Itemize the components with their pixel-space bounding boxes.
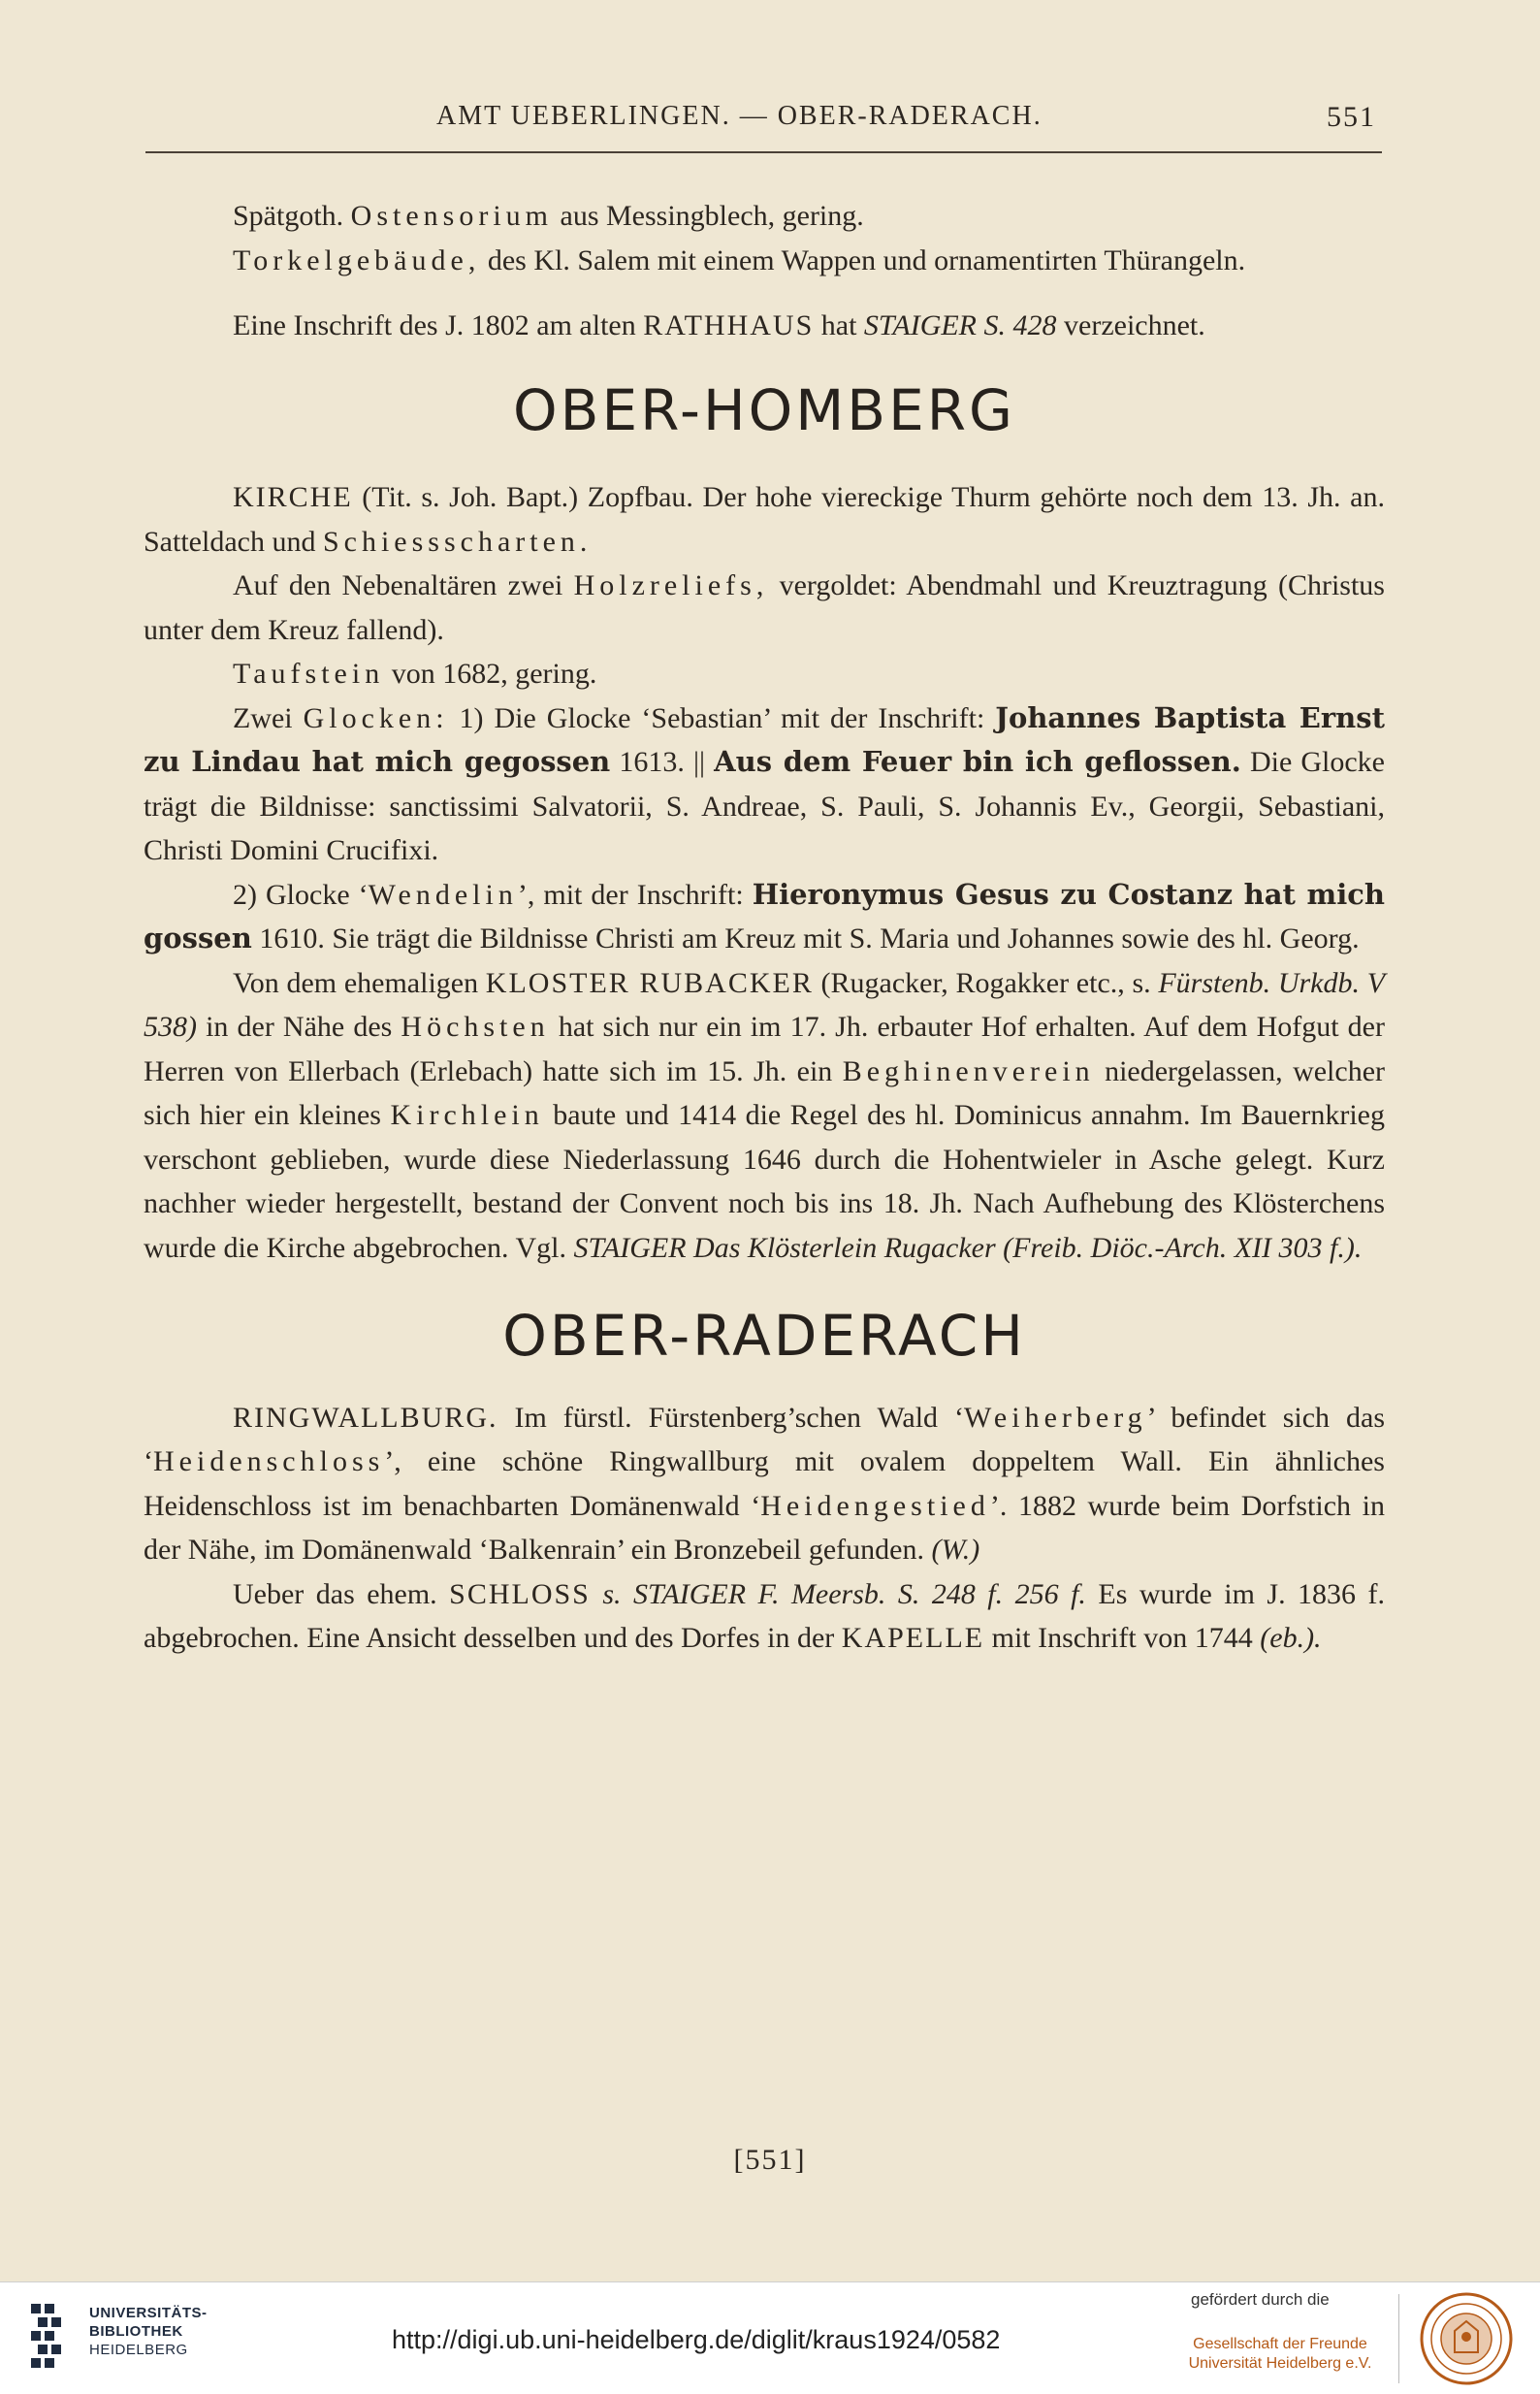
sponsor-name: Gesellschaft der Freunde Universität Heidelberg e.V. [1188,2336,1372,2372]
page-body [144,194,1385,1661]
paragraph-kloster-rubacker: Von dem ehemaligen KLOSTER RUBACKER (Rugacker, Rogakker etc., s. Fürstenb. Urkdb. V 538) in der Nähe des Höchsten hat sich nur ein im 17. Jh. erbauter Hof erhalten. Auf dem Hofgut der Herren von Ellerbach (Erlebach) hatte sich im 15. Jh. ein Beghinenverein niedergelassen, welcher sich hier ein kleines Kirchlein baute und 1414 die Regel des hl. Dominicus annahm. Im Bauernkrieg verschont geblieben, wurde diese Niederlassung 1646 durch die Hohentwieler in Asche gelegt. Kurz nachher wieder hergestellt, bestand der Convent noch bis ins 18. Jh. Nach Aufhebung des Klösterchens wurde die Kirche abgebrochen. Vgl. STAIGER Das Klösterlein Rugacker (Freib. Diöc.-Arch. XII 303 f.). [144,966,1386,1264]
university-library-name: UNIVERSITÄTS- BIBLIOTHEK HEIDELBERG [89,2305,208,2358]
page-number: 551 [1327,101,1376,133]
heading-ober-homberg: OBER-HOMBERG [513,376,1015,443]
paragraph-torkelgebaeude: Torkelgebäude, des Kl. Salem mit einem Wappen und ornamentirten Thürangeln. [233,243,1246,276]
running-header [145,93,1382,153]
permalink-url[interactable]: http://digi.ub.uni-heidelberg.de/diglit/kraus1924/0582 [392,2325,1001,2354]
university-library-logo-icon [29,2300,81,2378]
running-header-title: AMT UEBERLINGEN. — OBER-RADERACH. [436,101,1043,131]
paragraph-glocken: Zwei Glocken: 1) Die Glocke ‘Sebastian’ mit der Inschrift: Johannes Baptista Ernst zu Lindau hat mich gegossen 1613. || Aus dem Feuer bin ich geflossen. Die Glocke trägt die Bildnisse: sanctissimi Salvatorii, S. Andreae, S. Pauli, S. Johannis Ev., Georgii, Sebastiani, Christi Domini Crucifixi. [144,700,1385,866]
paragraph-glocke-wendelin: 2) Glocke ‘Wendelin’, mit der Inschrift: Hieronymus Gesus zu Costanz hat mich gossen 1610. Sie trägt die Bildnisse Christi am Kreuz mit S. Maria und Johannes sowie des hl. Georg. [144,877,1385,954]
paragraph-rathhaus: Eine Inschrift des J. 1802 am alten RATHHAUS hat STAIGER S. 428 verzeichnet. [233,309,1205,341]
sponsor-lead-text: gefördert durch die [1191,2290,1330,2309]
paragraph-kirche: KIRCHE (Tit. s. Joh. Bapt.) Zopfbau. Der hohe viereckige Thurm gehörte noch dem 13. Jh. an. Satteldach und Schiessscharten. [144,481,1385,558]
footer-divider [1398,2294,1399,2383]
paragraph-holzreliefs: Auf den Nebenaltären zwei Holzreliefs, vergoldet: Abendmahl und Kreuztragung (Christus unter dem Kreuz fallend). [144,569,1385,646]
paragraph-ringwallburg: RINGWALLBURG. Im fürstl. Fürstenberg’schen Wald ‘Weiherberg’ befindet sich das ‘Heidenschloss’, eine schöne Ringwallburg mit ovalem doppeltem Wall. Ein ähnliches Heidenschloss ist im benachbarten Domänenwald ‘Heidengestied’. 1882 wurde beim Dorfstich in der Nähe, im Domänenwald ‘Balkenrain’ ein Bronzebeil gefunden. (W.) [144,1401,1385,1566]
heading-ober-raderach: OBER-RADERACH [502,1303,1026,1369]
university-seal-icon [1418,2290,1515,2387]
paragraph-taufstein: Taufstein von 1682, gering. [233,658,597,690]
paragraph-ostensorium: Spätgoth. Ostensorium aus Messingblech, gering. [233,200,864,232]
bottom-page-number: [551] [733,2144,807,2176]
viewer-footer [0,2281,1540,2394]
paragraph-schloss: Ueber das ehem. SCHLOSS s. STAIGER F. Meersb. S. 248 f. 256 f. Es wurde im J. 1836 f. abgebrochen. Eine Ansicht desselben und des Dorfes in der KAPELLE mit Inschrift von 1744 (eb.). [144,1577,1385,1654]
